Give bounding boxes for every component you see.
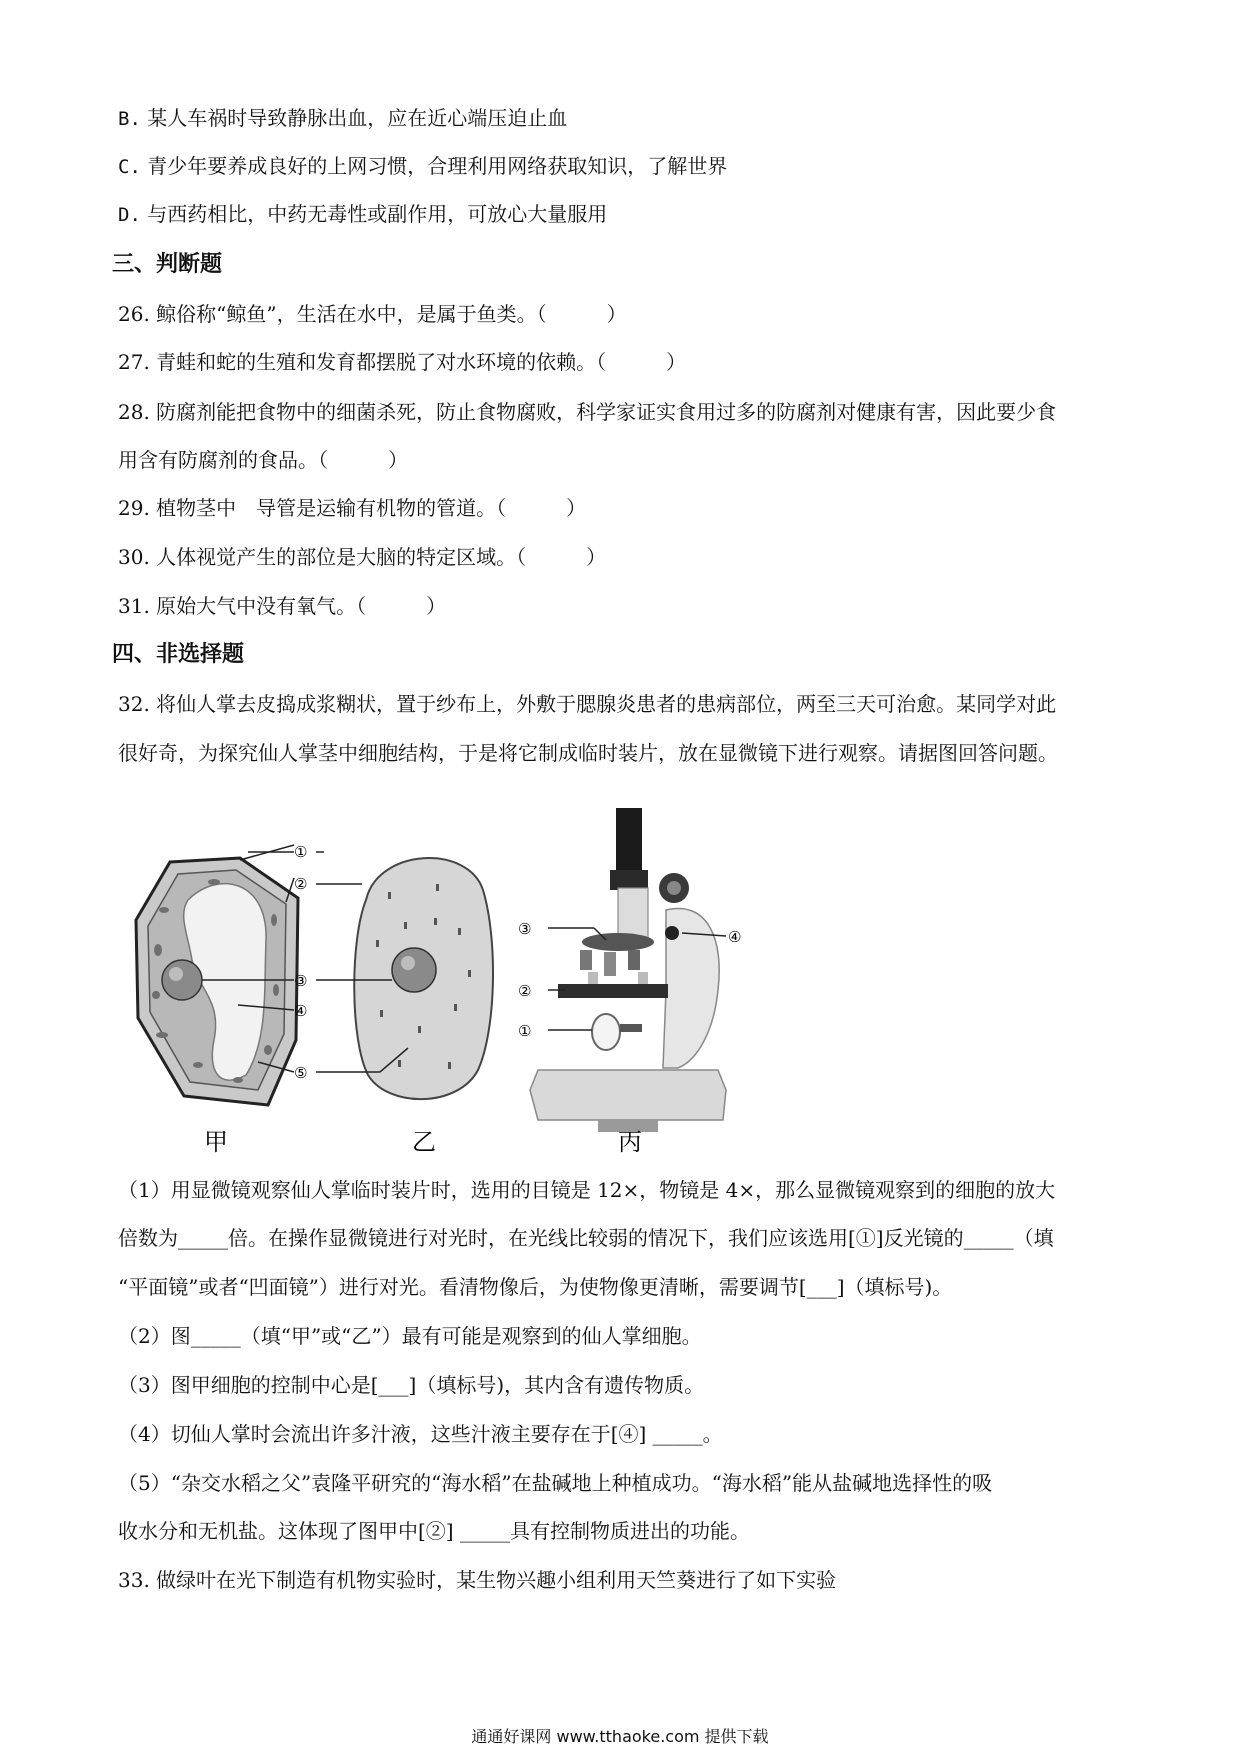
question-line: 倍数为_____倍。在操作显微镜进行对光时，在光线比较弱的情况下，我们应该选用[①]反光镜的_____（填: [118, 1226, 1054, 1250]
question-line: 收水分和无机盐。这体现了图甲中[②] _____具有控制物质进出的功能。: [118, 1519, 750, 1543]
label-4: ④: [294, 1002, 308, 1020]
option-letter: C.: [118, 156, 141, 178]
question-line: “平面镜”或者“凹面镜”）进行对光。看清物像后，为使物像更清晰，需要调节[___]（填标号)。: [118, 1275, 953, 1299]
option-b: [118, 104, 567, 133]
question-line: 27. 青蛙和蛇的生殖和发育都摆脱了对水环境的依赖。（ ）: [118, 350, 687, 374]
label-1: ①: [294, 843, 308, 861]
option-c: [118, 152, 727, 181]
question-line: 28. 防腐剂能把食物中的细菌杀死，防止食物腐败，科学家证实食用过多的防腐剂对健康有害，因此要少食: [118, 400, 1057, 424]
microscope-diagram: [530, 808, 726, 1132]
animal-cell-diagram: [354, 858, 493, 1099]
question-line: （3）图甲细胞的控制中心是[___]（填标号)，其内含有遗传物质。: [118, 1373, 705, 1397]
label-5: ⑤: [294, 1064, 308, 1082]
option-letter: B.: [118, 108, 141, 130]
label-3: ③: [294, 972, 308, 990]
option-text: 某人车祸时导致静脉出血，应在近心端压迫止血: [147, 106, 568, 130]
question-line: 29. 植物茎中 导管是运输有机物的管道。（ ）: [118, 496, 587, 520]
question-line: 33. 做绿叶在光下制造有机物实验时，某生物兴趣小组利用天竺葵进行了如下实验: [118, 1568, 837, 1592]
label-3: ③: [518, 920, 532, 938]
label-2: ②: [518, 982, 532, 1000]
plant-cell-diagram: [136, 845, 298, 1105]
page-footer: 通通好课网 www.tthaoke.com 提供下载: [471, 1727, 769, 1746]
label-2: ②: [294, 875, 308, 893]
caption-bing: 丙: [618, 1128, 642, 1156]
cell-microscope-figure: [118, 790, 1118, 1160]
caption-yi: 乙: [412, 1128, 436, 1156]
option-text: 与西药相比，中药无毒性或副作用，可放心大量服用: [147, 202, 608, 226]
section-title: 四、非选择题: [112, 642, 245, 667]
question-line: 用含有防腐剂的食品。（ ）: [118, 448, 408, 472]
label-1: ①: [518, 1022, 532, 1040]
option-letter: D.: [118, 204, 141, 226]
question-line: 很好奇，为探究仙人掌茎中细胞结构，于是将它制成临时装片，放在显微镜下进行观察。请据图回答问题。: [118, 741, 1058, 765]
option-text: 青少年要养成良好的上网习惯，合理利用网络获取知识，了解世界: [147, 154, 728, 178]
question-line: 32. 将仙人掌去皮捣成浆糊状，置于纱布上，外敷于腮腺炎患者的患病部位，两至三天可治愈。某同学对此: [118, 692, 1057, 716]
question-line: （2）图_____（填“甲”或“乙”）最有可能是观察到的仙人掌细胞。: [118, 1324, 702, 1348]
option-d: [118, 200, 607, 229]
question-line: 31. 原始大气中没有氧气。（ ）: [118, 594, 447, 618]
label-4: ④: [728, 928, 742, 946]
question-line: （1）用显微镜观察仙人掌临时装片时，选用的目镜是 12×，物镜是 4×，那么显微镜观察到的细胞的放大: [118, 1178, 1056, 1202]
question-line: （4）切仙人掌时会流出许多汁液，这些汁液主要存在于[④] _____。: [118, 1422, 723, 1446]
question-line: （5）“杂交水稻之父”袁隆平研究的“海水稻”在盐碱地上种植成功。“海水稻”能从盐碱地选择性的吸: [118, 1471, 993, 1495]
question-line: 26. 鲸俗称“鲸鱼”，生活在水中，是属于鱼类。（ ）: [118, 302, 627, 326]
question-line: 30. 人体视觉产生的部位是大脑的特定区域。（ ）: [118, 545, 607, 569]
section-title: 三、判断题: [112, 252, 223, 277]
caption-jia: 甲: [204, 1128, 228, 1156]
